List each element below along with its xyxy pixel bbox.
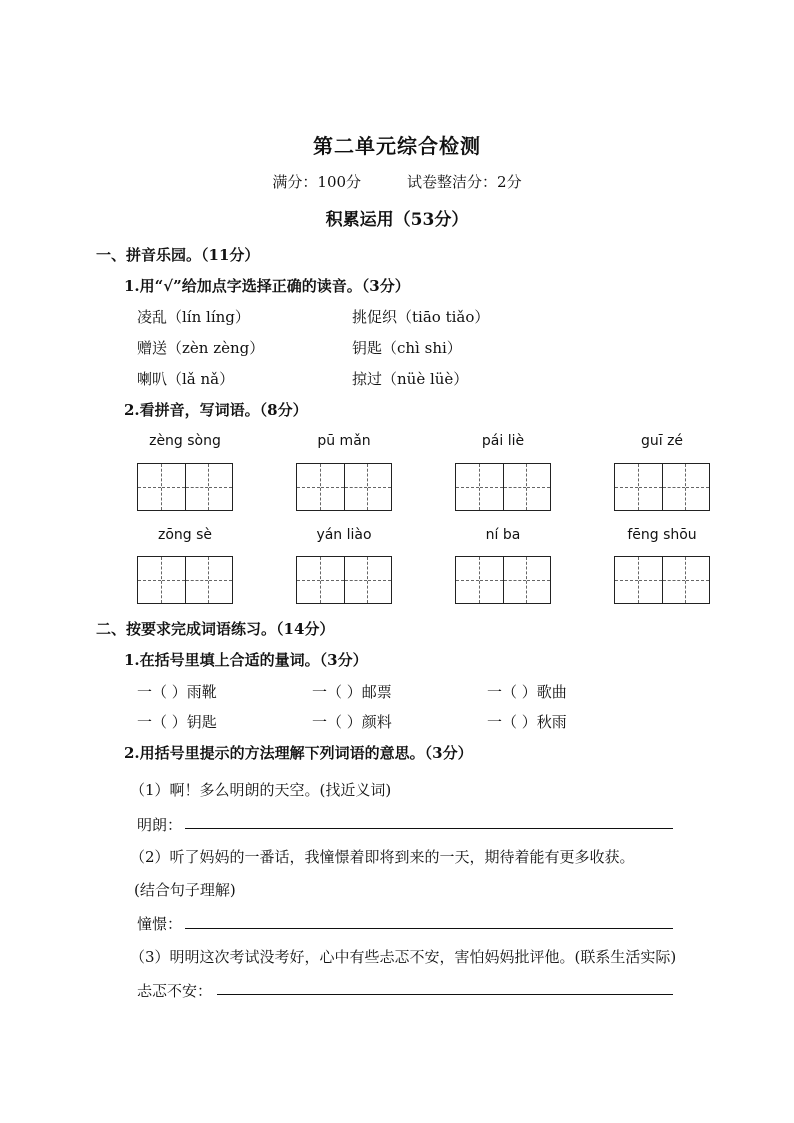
measure-word-blank[interactable]: 一（ ）邮票 (312, 683, 392, 701)
pinyin-label: pái liè (481, 433, 525, 449)
writing-box[interactable] (455, 556, 551, 604)
q1-heading: 1.用“√”给加点字选择正确的读音。（3分） (124, 277, 410, 295)
answer-label-1: 明朗： (137, 816, 183, 834)
part1-heading: 一、拼音乐园。（11分） (96, 246, 260, 264)
pinyin-label: ní ba (485, 527, 521, 543)
answer-label-3: 忐忑不安： (137, 982, 213, 1000)
reading-choice: 掠过（nüè lüè） (352, 370, 469, 388)
pinyin-label: fēng shōu (627, 527, 697, 543)
reading-choice: 挑促织（tiāo tiǎo） (352, 308, 490, 326)
answer-line-3[interactable] (217, 994, 673, 995)
measure-word-blank[interactable]: 一（ ）歌曲 (487, 683, 567, 701)
p2-q2-heading: 2.用括号里提示的方法理解下列词语的意思。（3分） (124, 744, 473, 762)
reading-choice: 钥匙（chì shi） (352, 339, 462, 357)
sentence-3: （3）明明这次考试没考好，心中有些忐忑不安，害怕妈妈批评他。(联系生活实际) (130, 948, 677, 966)
pinyin-label: zōng sè (157, 527, 213, 543)
answer-line-1[interactable] (185, 828, 673, 829)
measure-word-blank[interactable]: 一（ ）颜料 (312, 713, 392, 731)
sentence-2: （2）听了妈妈的一番话，我憧憬着即将到来的一天，期待着能有更多收获。 (130, 848, 635, 866)
writing-box[interactable] (296, 463, 392, 511)
pinyin-label: zèng sòng (149, 433, 221, 449)
answer-line-2[interactable] (185, 928, 673, 929)
writing-box[interactable] (614, 556, 710, 604)
reading-choice: 赠送（zèn zèng） (137, 339, 265, 357)
score-info (0, 171, 794, 192)
p2-q1-heading: 1.在括号里填上合适的量词。（3分） (124, 651, 368, 669)
writing-box[interactable] (137, 556, 233, 604)
sentence-2-hint: (结合句子理解) (134, 881, 236, 899)
measure-word-blank[interactable]: 一（ ）雨靴 (137, 683, 217, 701)
writing-box[interactable] (296, 556, 392, 604)
sentence-1: （1）啊！多么明朗的天空。(找近义词) (130, 781, 392, 799)
reading-choice: 喇叭（lǎ nǎ） (137, 370, 235, 388)
writing-box[interactable] (614, 463, 710, 511)
part2-heading: 二、按要求完成词语练习。（14分） (96, 620, 335, 638)
measure-word-blank[interactable]: 一（ ）秋雨 (487, 713, 567, 731)
reading-choice: 凌乱（lín líng） (137, 308, 250, 326)
writing-box[interactable] (455, 463, 551, 511)
pinyin-label: guī zé (640, 433, 684, 449)
writing-box[interactable] (137, 463, 233, 511)
q2-heading: 2.看拼音，写词语。（8分） (124, 401, 308, 419)
pinyin-label: pū mǎn (317, 433, 371, 449)
answer-label-2: 憧憬： (137, 915, 183, 933)
full-score: 满分：100分 (272, 173, 362, 191)
page-title: 第二单元综合检测 (313, 134, 481, 158)
neat-score: 试卷整洁分：2分 (407, 173, 522, 191)
pinyin-label: yán liào (316, 527, 372, 543)
measure-word-blank[interactable]: 一（ ）钥匙 (137, 713, 217, 731)
section-title: 积累运用（53分） (325, 210, 469, 230)
